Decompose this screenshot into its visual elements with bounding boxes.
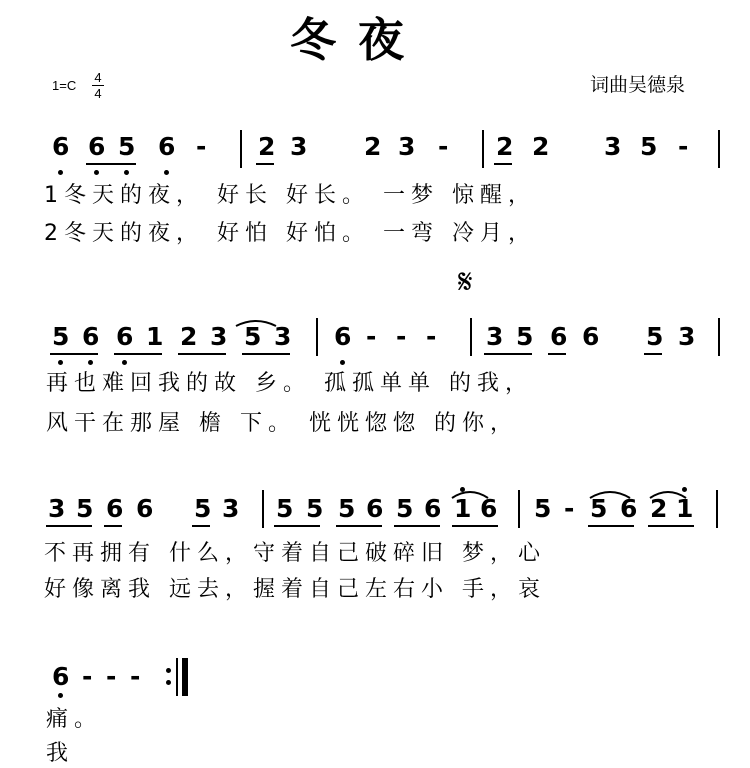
note: 2 [532,132,550,161]
sustain-dash: - [678,132,689,161]
note: 6 [82,322,100,351]
lyric-line: 风干在那屋 檐 下。 恍恍惚惚 的你， [46,411,518,436]
note: 1 [454,494,472,523]
note: 5 [590,494,608,523]
note: 5 [516,322,534,351]
note: 3 [274,322,292,351]
slur [590,492,630,498]
note: 5 [52,322,70,351]
lyric-line: 好像离我 远去，握着自己左右小 手，哀 [44,577,546,602]
segno-sign: 𝄋 [458,262,473,302]
note: 5 [194,494,212,523]
note: 3 [678,322,696,351]
sustain-dash: - [564,494,575,523]
lyric-line: 1冬天的夜， 好长 好长。 一梦 惊醒， [44,183,536,208]
note: 2 [364,132,382,161]
time-signature-bottom: 4 [92,85,104,101]
note: 6 [366,494,384,523]
note: 5 [646,322,664,351]
slur [236,321,276,326]
slur [650,492,686,498]
note: 5 [244,322,262,351]
lyric-line: 痛。 [46,707,103,732]
note: 3 [486,322,504,351]
sustain-dash: - [130,662,141,691]
time-signature-top: 4 [94,70,102,85]
lyric-line: 再也难回我的故 乡。 孤孤单单 的我， [46,371,533,396]
note: 3 [48,494,66,523]
note: 6 [106,494,124,523]
note: 6 [480,494,498,523]
lyric-line: 我 [46,741,75,766]
note: 3 [290,132,308,161]
sustain-dash: - [196,132,207,161]
note: 5 [276,494,294,523]
lyric-line: 2冬天的夜， 好怕 好怕。 一弯 冷月， [44,221,536,246]
note: 1 [676,494,694,523]
note: 5 [306,494,324,523]
note: 5 [396,494,414,523]
composer-credit: 词曲吴德泉 [590,74,686,96]
note: 6 [550,322,568,351]
note: 5 [640,132,658,161]
note: 2 [180,322,198,351]
note: 6 [52,132,70,161]
note: 5 [76,494,94,523]
lyric-line: 不再拥有 什么，守着自己破碎旧 梦，心 [44,541,546,566]
sustain-dash: - [106,662,117,691]
note: 6 [582,322,600,351]
sustain-dash: - [366,322,377,351]
note: 3 [222,494,240,523]
note: 6 [52,662,70,691]
note: 6 [620,494,638,523]
note: 3 [398,132,416,161]
note: 6 [116,322,134,351]
note: 5 [118,132,136,161]
note: 6 [88,132,106,161]
note: 2 [650,494,668,523]
sustain-dash: - [82,662,93,691]
note: 6 [334,322,352,351]
note: 1 [146,322,164,351]
sustain-dash: - [396,322,407,351]
key-signature: 1=C [52,78,77,93]
note: 2 [496,132,514,161]
note: 3 [604,132,622,161]
sustain-dash: - [426,322,437,351]
song-title: 冬夜 [290,13,426,67]
note: 6 [424,494,442,523]
sustain-dash: - [438,132,449,161]
note: 6 [136,494,154,523]
slur [452,492,488,498]
note: 5 [534,494,552,523]
note: 2 [258,132,276,161]
note: 5 [338,494,356,523]
note: 6 [158,132,176,161]
note: 3 [210,322,228,351]
